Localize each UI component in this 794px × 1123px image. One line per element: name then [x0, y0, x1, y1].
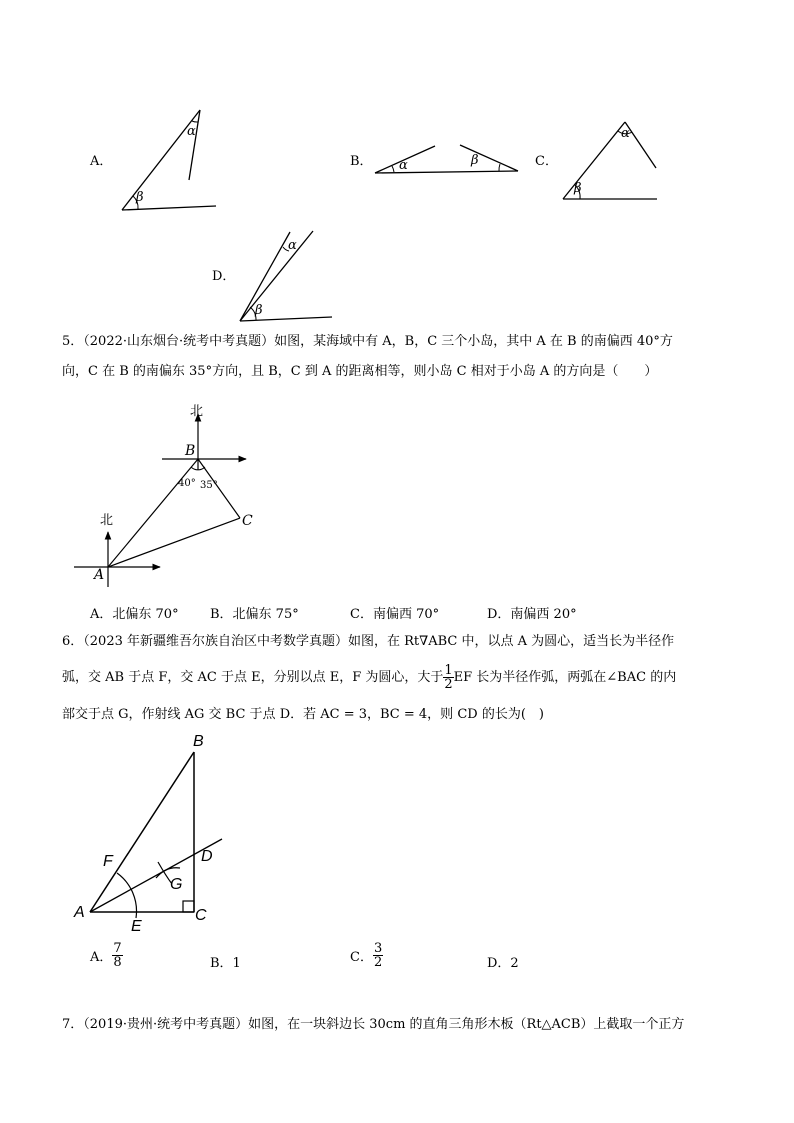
q5-angle-35: 35°: [200, 480, 218, 491]
q4-c-beta: β: [574, 181, 582, 196]
q5-option-c: C．南偏西 70°: [350, 607, 440, 622]
q5-angle-40: 40°: [178, 478, 196, 489]
q4-d-beta: β: [255, 303, 263, 318]
q4-b-alpha: α: [399, 158, 408, 173]
q6-option-b: B．1: [210, 956, 241, 971]
q6-text-line-2: 弧，交 AB 于点 F，交 AC 于点 E，分别以点 E，F 为圆心，大于 $\frac{1}{2}$ EF 长为半径作弧，两弧在∠BAC 的内: [62, 663, 677, 692]
q6-point-d: D: [201, 848, 213, 865]
q6-point-f: F: [103, 853, 113, 870]
q5-option-a: A．北偏东 70°: [90, 607, 179, 622]
q6-option-c: C． $\frac{3}{2}$: [350, 941, 383, 970]
q5-north-label-a: 北: [100, 513, 114, 528]
q5-point-b: B: [185, 443, 196, 459]
q6-point-g: G: [170, 876, 183, 893]
q6-option-d: D．2: [487, 956, 519, 971]
q4-option-a-label: A．: [90, 154, 113, 169]
q6-point-a: A: [74, 904, 85, 921]
q5-option-d: D．南偏西 20°: [487, 607, 577, 622]
q5-point-a: A: [94, 567, 105, 583]
q4-b-beta: β: [471, 153, 479, 168]
q7-text-line-1: 7．（2019·贵州·统考中考真题）如图，在一块斜边长 30cm 的直角三角形木板（Rt△ACB）上截取一个正方: [62, 1017, 685, 1032]
q4-a-alpha: α: [187, 124, 196, 139]
q5-text-line-2: 向，C 在 B 的南偏东 35°方向，且 B，C 到 A 的距离相等，则小岛 C 相对于小岛 A 的方向是（ ）: [62, 364, 658, 379]
q6-point-b: B: [193, 733, 204, 750]
q6-option-a: A． $\frac{7}{8}$: [90, 941, 122, 970]
q5-north-label-b: 北: [190, 404, 204, 419]
q4-option-d-label: D．: [212, 269, 236, 284]
q4-d-alpha: α: [288, 238, 297, 253]
q6-text-line-1: 6．（2023 年新疆维吾尔族自治区中考数学真题）如图，在 Rt∇ABC 中，以点 A 为圆心，适当长为半径作: [62, 634, 675, 649]
q6-point-c: C: [195, 907, 207, 924]
q5-option-b: B．北偏东 75°: [210, 607, 299, 622]
q6-point-e: E: [131, 918, 142, 935]
q4-c-alpha: α: [621, 126, 630, 141]
q5-point-c: C: [242, 513, 253, 529]
q5-text-line-1: 5．（2022·山东烟台·统考中考真题）如图，某海域中有 A，B，C 三个小岛，其中 A 在 B 的南偏西 40°方: [62, 334, 673, 349]
q4-option-c-label: C．: [535, 154, 558, 169]
q4-a-beta: β: [136, 190, 144, 205]
q4-option-b-label: B．: [350, 154, 373, 169]
q6-text-line-3: 部交于点 G，作射线 AG 交 BC 于点 D．若 AC = 3，BC = 4，则 CD 的长为( ): [62, 707, 544, 722]
